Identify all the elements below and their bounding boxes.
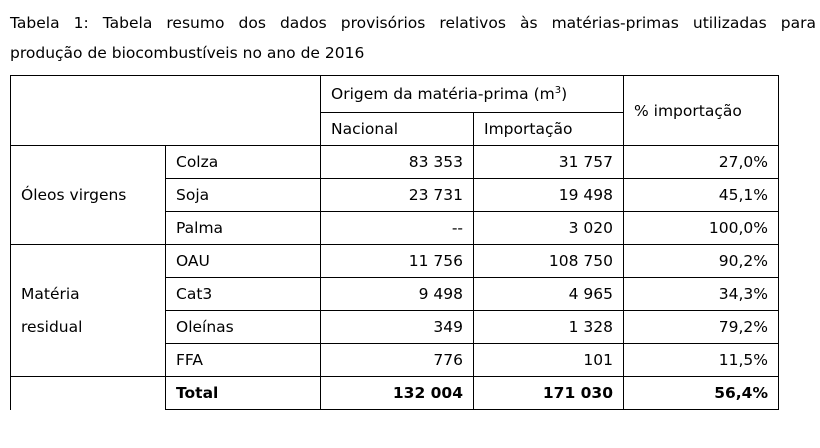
- cell-nacional: 11 756: [321, 245, 474, 278]
- total-nacional: 132 004: [321, 377, 474, 410]
- cell-nacional: --: [321, 212, 474, 245]
- row-name: Soja: [166, 179, 321, 212]
- header-import-pct: % importação: [624, 76, 779, 146]
- cell-nacional: 349: [321, 311, 474, 344]
- cell-pct: 90,2%: [624, 245, 779, 278]
- cell-pct: 100,0%: [624, 212, 779, 245]
- row-name: Colza: [166, 146, 321, 179]
- cell-pct: 11,5%: [624, 344, 779, 377]
- row-name: FFA: [166, 344, 321, 377]
- cell-importacao: 3 020: [474, 212, 624, 245]
- total-row: [11, 377, 779, 410]
- table-row: [11, 245, 779, 278]
- cell-pct: 27,0%: [624, 146, 779, 179]
- total-pct: 56,4%: [624, 377, 779, 410]
- cell-importacao: 19 498: [474, 179, 624, 212]
- caption-line-2: produção de biocombustíveis no ano de 2016: [10, 44, 365, 62]
- total-importacao: 171 030: [474, 377, 624, 410]
- biofuel-raw-materials-table: [10, 75, 779, 410]
- cell-importacao: 1 328: [474, 311, 624, 344]
- table-caption: [10, 8, 816, 68]
- cell-pct: 79,2%: [624, 311, 779, 344]
- total-label: Total: [166, 377, 321, 410]
- cell-nacional: 776: [321, 344, 474, 377]
- cell-importacao: 31 757: [474, 146, 624, 179]
- header-empty-cell: [11, 76, 321, 146]
- group-label-materia-residual: Matéria residual: [11, 245, 166, 377]
- row-name: Cat3: [166, 278, 321, 311]
- header-origin: Origem da matéria-prima $(m^3)$: [321, 76, 624, 113]
- cell-nacional: 23 731: [321, 179, 474, 212]
- cell-importacao: 4 965: [474, 278, 624, 311]
- cell-importacao: 101: [474, 344, 624, 377]
- total-empty-cell: [11, 377, 166, 410]
- header-importation: Importação: [474, 113, 624, 146]
- cell-nacional: 83 353: [321, 146, 474, 179]
- cell-pct: 34,3%: [624, 278, 779, 311]
- table-row: [11, 146, 779, 179]
- cell-importacao: 108 750: [474, 245, 624, 278]
- caption-line-1: Tabela 1: Tabela resumo dos dados provisórios relativos às matérias-primas utilizadas para: [10, 14, 816, 32]
- row-name: Oleínas: [166, 311, 321, 344]
- row-name: OAU: [166, 245, 321, 278]
- cell-nacional: 9 498: [321, 278, 474, 311]
- cell-pct: 45,1%: [624, 179, 779, 212]
- row-name: Palma: [166, 212, 321, 245]
- group-label-oleos-virgens: Óleos virgens: [11, 146, 166, 245]
- header-national: Nacional: [321, 113, 474, 146]
